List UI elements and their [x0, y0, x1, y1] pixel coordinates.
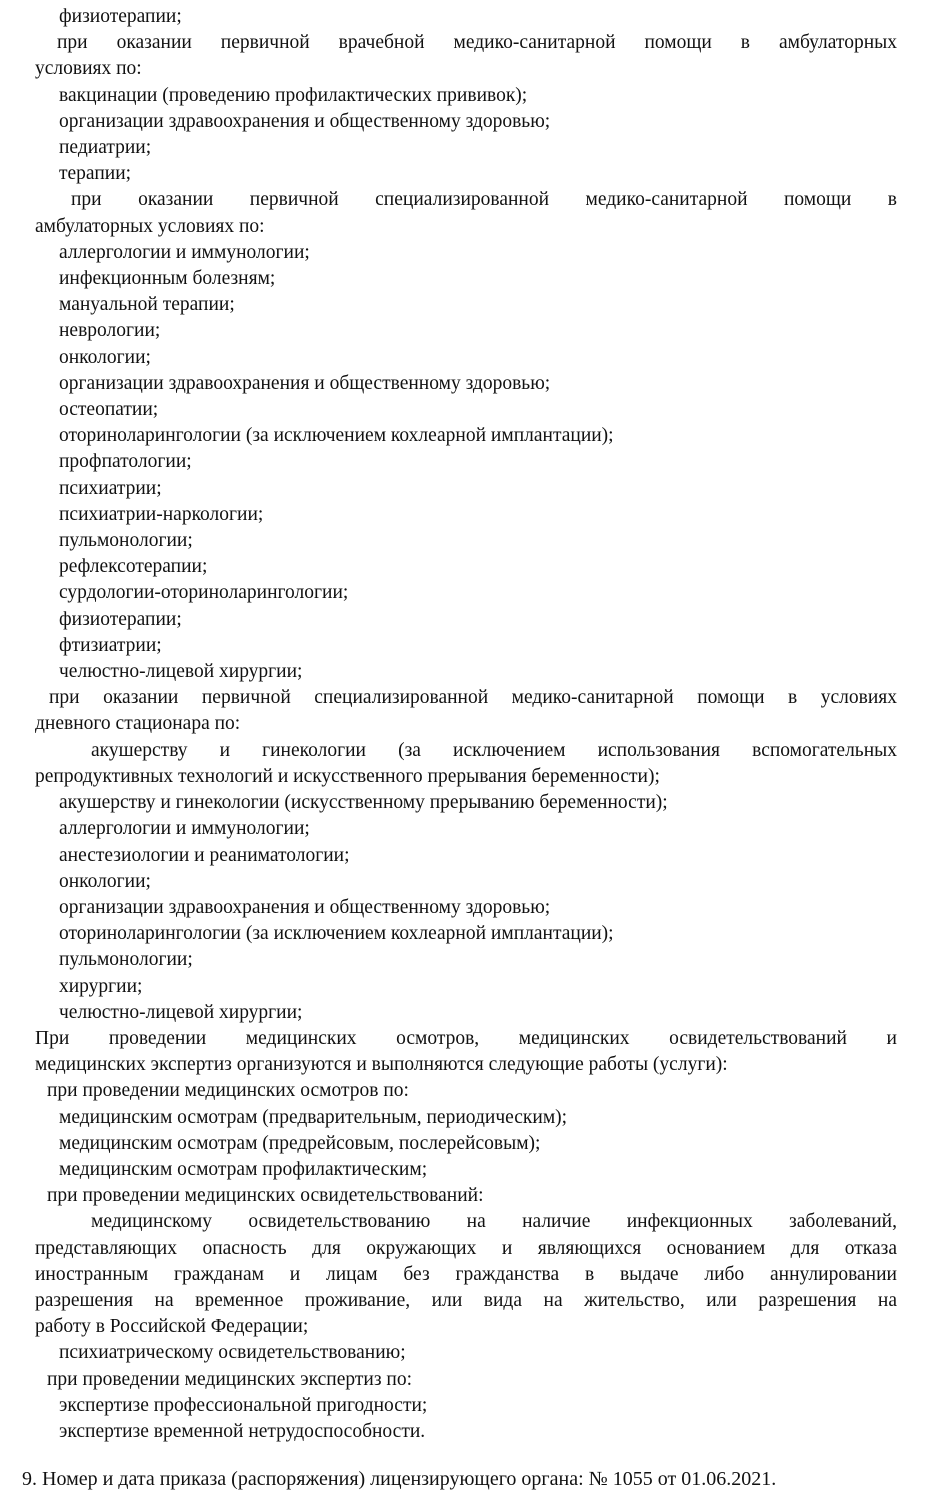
section-paragraph: [35, 685, 897, 737]
list-item: педиатрии;: [59, 137, 152, 159]
list-item: инфекционным болезням;: [59, 268, 276, 290]
paragraph-line: при оказании первичной специализированной медико-санитарной помощи в условиях: [49, 687, 897, 709]
list-item: физиотерапии;: [59, 608, 182, 630]
list-item: оториноларингологии (за исключением кохлеарной имплантации);: [59, 425, 614, 447]
paragraph-line: дневного стационара по:: [35, 713, 241, 735]
paragraph-line: иностранным гражданам и лицам без гражданства в выдаче либо аннулировании: [35, 1263, 897, 1285]
list-item: вакцинации (проведению профилактических прививок);: [59, 84, 528, 106]
order-number-line: 9. Номер и дата приказа (распоряжения) лицензирующего органа: № 1055 от 01.06.2021.: [22, 1468, 777, 1490]
section-paragraph: [35, 1209, 897, 1340]
list-item: психиатрическому освидетельствованию;: [59, 1342, 406, 1364]
list-item: рефлексотерапии;: [59, 556, 208, 578]
list-item: акушерству и гинекологии (искусственному прерыванию беременности);: [59, 792, 668, 814]
list-item: физиотерапии;: [59, 6, 182, 27]
subsection-heading: при проведении медицинских осмотров по:: [47, 1080, 409, 1102]
list-item: остеопатии;: [59, 399, 159, 421]
list-item: оториноларингологии (за исключением кохлеарной имплантации);: [59, 923, 614, 945]
paragraph-line: при оказании первичной специализированной медико-санитарной помощи в: [71, 189, 897, 211]
section-paragraph: [35, 1026, 897, 1078]
paragraph-line: медицинскому освидетельствованию на наличие инфекционных заболеваний,: [91, 1211, 897, 1233]
paragraph-line: разрешения на временное проживание, или вида на жительство, или разрешения на: [35, 1289, 897, 1311]
list-item: терапии;: [59, 163, 132, 185]
list-item: организации здравоохранения и общественному здоровью;: [59, 110, 551, 132]
paragraph-line: представляющих опасность для окружающих и являющихся основанием для отказа: [35, 1237, 897, 1259]
section-paragraph: [35, 187, 897, 239]
paragraph-line: амбулаторных условиях по:: [35, 215, 265, 237]
list-item: организации здравоохранения и общественному здоровью;: [59, 896, 551, 918]
list-item: профпатологии;: [59, 451, 192, 473]
paragraph-line: при оказании первичной врачебной медико-санитарной помощи в амбулаторных: [57, 32, 897, 54]
list-item: мануальной терапии;: [59, 294, 235, 316]
list-item: медицинским осмотрам профилактическим;: [59, 1158, 428, 1180]
list-item: онкологии;: [59, 346, 151, 368]
section-paragraph: [35, 30, 897, 82]
list-item: экспертизе профессиональной пригодности;: [59, 1394, 428, 1416]
paragraph-line: медицинских экспертиз организуются и выполняются следующие работы (услуги):: [35, 1054, 728, 1076]
list-item: аллергологии и иммунологии;: [59, 241, 310, 263]
list-item: хирургии;: [59, 975, 143, 997]
list-item: неврологии;: [59, 320, 161, 342]
paragraph-line: работу в Российской Федерации;: [35, 1316, 309, 1338]
section-paragraph: [35, 738, 897, 790]
list-item: сурдологии-оториноларингологии;: [59, 582, 349, 604]
list-item: психиатрии;: [59, 477, 162, 499]
paragraph-line: акушерству и гинекологии (за исключением использования вспомогательных: [91, 739, 897, 761]
paragraph-line: репродуктивных технологий и искусственного прерывания беременности);: [35, 765, 660, 787]
list-item: организации здравоохранения и общественному здоровью;: [59, 372, 551, 394]
list-item: онкологии;: [59, 870, 151, 892]
list-item: челюстно-лицевой хирургии;: [59, 661, 303, 683]
list-item: челюстно-лицевой хирургии;: [59, 1001, 303, 1023]
list-item: пульмонологии;: [59, 949, 193, 971]
list-item: медицинским осмотрам (предварительным, периодическим);: [59, 1106, 568, 1128]
paragraph-line: условиях по:: [35, 58, 142, 80]
list-item: анестезиологии и реаниматологии;: [59, 844, 350, 866]
list-item: фтизиатрии;: [59, 634, 162, 656]
list-item: экспертизе временной нетрудоспособности.: [59, 1420, 426, 1442]
list-item: психиатрии-наркологии;: [59, 503, 264, 525]
licence-services-list: [35, 4, 897, 1445]
list-item: пульмонологии;: [59, 530, 193, 552]
subsection-heading: при проведении медицинских освидетельствований:: [47, 1185, 484, 1207]
subsection-heading: при проведении медицинских экспертиз по:: [47, 1368, 413, 1390]
list-item: медицинским осмотрам (предрейсовым, послерейсовым);: [59, 1132, 541, 1154]
paragraph-line: При проведении медицинских осмотров, медицинских освидетельствований и: [35, 1027, 897, 1049]
list-item: аллергологии и иммунологии;: [59, 818, 310, 840]
